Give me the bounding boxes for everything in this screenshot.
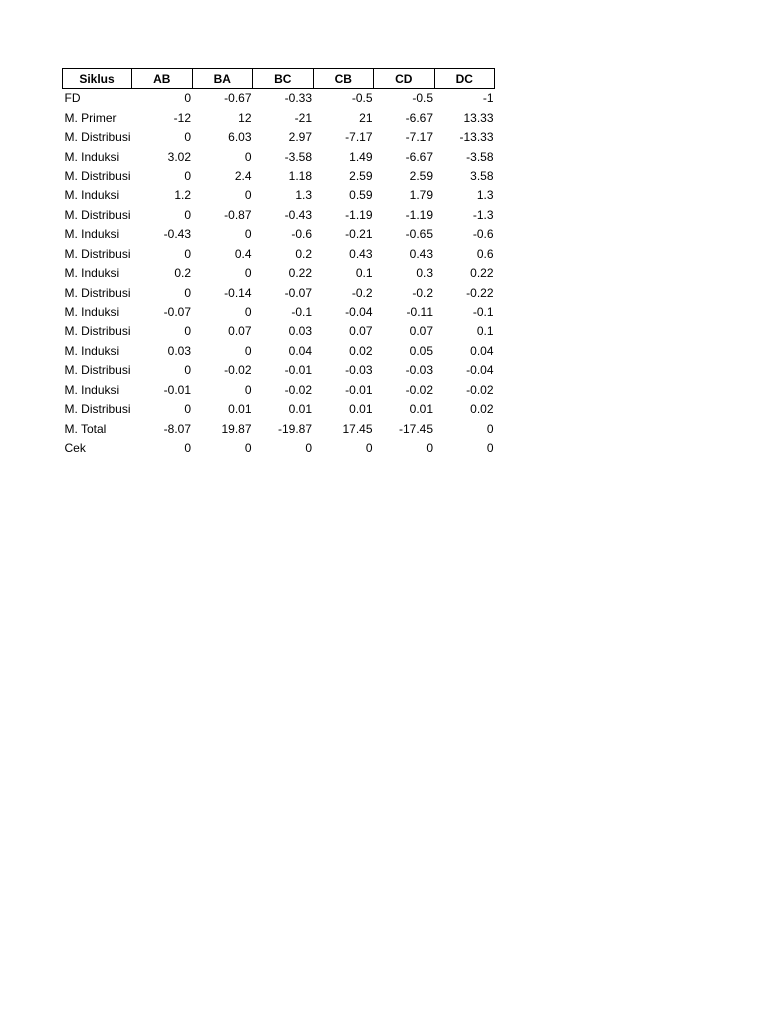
value-cell[interactable]: -0.43 [284, 207, 313, 222]
value-cell[interactable]: -0.22 [466, 285, 494, 300]
table-row [63, 225, 495, 244]
value-cell[interactable]: -0.5 [412, 91, 434, 106]
value-cell[interactable]: 3.58 [470, 168, 494, 183]
value-cell[interactable]: 2.59 [349, 168, 373, 183]
row-label-cell[interactable]: M. Distribusi [64, 324, 131, 339]
value-cell[interactable]: -0.87 [224, 207, 252, 222]
value-cell[interactable]: 0.3 [416, 266, 434, 281]
value-cell[interactable]: -0.03 [345, 363, 373, 378]
value-cell[interactable]: 0 [184, 324, 192, 339]
row-label-cell[interactable]: M. Induksi [64, 305, 120, 320]
row-label-cell[interactable]: M. Total [64, 421, 107, 436]
value-cell[interactable]: 0 [184, 207, 192, 222]
value-cell[interactable]: 0.04 [470, 343, 494, 358]
value-cell[interactable]: 0 [244, 188, 252, 203]
value-cell[interactable]: -0.07 [163, 305, 192, 320]
value-cell[interactable]: 0 [365, 441, 373, 456]
value-cell[interactable]: 17.45 [342, 421, 373, 436]
value-cell[interactable]: -7.17 [405, 130, 434, 145]
value-cell[interactable]: 3.02 [167, 149, 192, 164]
value-cell[interactable]: 0.6 [476, 246, 494, 261]
value-cell[interactable]: 0 [184, 285, 192, 300]
value-cell[interactable]: -0.2 [412, 285, 434, 300]
value-cell[interactable]: 0.22 [470, 266, 494, 281]
header-cb[interactable]: CB [313, 69, 374, 89]
value-cell[interactable]: 1.3 [295, 188, 313, 203]
value-cell[interactable]: 0.43 [349, 246, 373, 261]
value-cell[interactable]: -6.67 [405, 149, 434, 164]
table-row [63, 322, 495, 341]
value-cell[interactable]: 0 [305, 441, 313, 456]
value-cell[interactable]: 0 [486, 421, 494, 436]
value-cell[interactable]: -0.1 [472, 305, 494, 320]
value-cell[interactable]: 0.4 [234, 246, 252, 261]
value-cell[interactable]: -6.67 [405, 110, 434, 125]
value-cell[interactable]: -0.1 [291, 305, 313, 320]
value-cell[interactable]: 0.01 [349, 402, 373, 417]
value-cell[interactable]: -1 [482, 91, 494, 106]
row-label-cell[interactable]: M. Distribusi [64, 246, 131, 261]
value-cell[interactable]: 0 [244, 149, 252, 164]
value-cell[interactable]: 0.2 [295, 246, 313, 261]
row-label-cell[interactable]: M. Distribusi [64, 402, 131, 417]
value-cell[interactable]: -0.03 [405, 363, 434, 378]
value-cell[interactable]: -0.43 [163, 227, 192, 242]
value-cell[interactable]: -1.3 [472, 207, 494, 222]
value-cell[interactable]: 0.1 [476, 324, 494, 339]
table-row [63, 147, 495, 166]
value-cell[interactable]: 2.97 [288, 130, 313, 145]
value-cell[interactable]: -0.02 [224, 363, 252, 378]
table-row [63, 361, 495, 380]
value-cell[interactable]: 1.3 [476, 188, 494, 203]
value-cell[interactable]: 0 [184, 246, 192, 261]
moment-distribution-table [62, 68, 495, 458]
table-row [63, 108, 495, 127]
value-cell[interactable]: 0 [184, 402, 192, 417]
value-cell[interactable]: 19.87 [221, 421, 252, 436]
value-cell[interactable]: 0.59 [349, 188, 373, 203]
value-cell[interactable]: 0 [244, 305, 252, 320]
value-cell[interactable]: -0.07 [284, 285, 313, 300]
value-cell[interactable]: -0.6 [291, 227, 313, 242]
row-label-cell[interactable]: M. Induksi [64, 382, 120, 397]
value-cell[interactable]: -0.14 [224, 285, 252, 300]
value-cell[interactable]: 0.05 [409, 343, 434, 358]
value-cell[interactable]: 6.03 [228, 130, 252, 145]
row-label-cell[interactable]: M. Distribusi [64, 285, 131, 300]
value-cell[interactable]: 0.2 [174, 266, 192, 281]
value-cell[interactable]: 0 [184, 363, 192, 378]
table-row [63, 245, 495, 264]
value-cell[interactable]: 0 [184, 441, 192, 456]
value-cell[interactable]: -19.87 [277, 421, 313, 436]
value-cell[interactable]: -0.02 [405, 382, 434, 397]
value-cell[interactable]: 12 [238, 110, 252, 125]
value-cell[interactable]: -8.07 [163, 421, 192, 436]
value-cell[interactable]: -0.11 [406, 305, 434, 320]
value-cell[interactable]: 0.03 [167, 343, 192, 358]
header-cd[interactable]: CD [374, 69, 435, 89]
value-cell[interactable]: 0.01 [288, 402, 313, 417]
table-row [63, 283, 495, 302]
value-cell[interactable]: 0 [244, 343, 252, 358]
header-dc[interactable]: DC [434, 69, 495, 89]
row-label-cell[interactable]: Cek [64, 441, 86, 456]
value-cell[interactable]: -21 [294, 110, 313, 125]
table-row [63, 89, 495, 109]
value-cell[interactable]: 0 [244, 382, 252, 397]
value-cell[interactable]: -7.17 [345, 130, 373, 145]
value-cell[interactable]: -0.01 [345, 382, 373, 397]
value-cell[interactable]: 0 [244, 227, 252, 242]
value-cell[interactable]: -0.02 [284, 382, 313, 397]
header-row [63, 69, 495, 89]
value-cell[interactable]: 0.07 [228, 324, 252, 339]
value-cell[interactable]: 0 [184, 130, 192, 145]
row-label-cell[interactable]: M. Induksi [64, 343, 120, 358]
value-cell[interactable]: -3.58 [284, 149, 313, 164]
value-cell[interactable]: 1.79 [409, 188, 434, 203]
table-row [63, 186, 495, 205]
row-label-cell[interactable]: M. Induksi [64, 149, 120, 164]
table-row [63, 400, 495, 419]
value-cell[interactable]: -13.33 [459, 130, 494, 145]
row-label-cell[interactable]: FD [64, 91, 81, 106]
value-cell[interactable]: 0.02 [349, 343, 373, 358]
header-bc[interactable]: BC [253, 69, 314, 89]
table-row [63, 264, 495, 283]
row-label-cell[interactable]: M. Induksi [64, 266, 120, 281]
row-label-cell[interactable]: M. Distribusi [64, 130, 131, 145]
header-ab[interactable]: AB [132, 69, 193, 89]
table-row [63, 206, 495, 225]
row-label-cell[interactable]: M. Induksi [64, 188, 120, 203]
value-cell[interactable]: 0.1 [355, 266, 373, 281]
row-label-cell[interactable]: M. Distribusi [64, 168, 131, 183]
value-cell[interactable]: -0.33 [284, 91, 313, 106]
value-cell[interactable]: 1.49 [349, 149, 373, 164]
value-cell[interactable]: -0.04 [345, 305, 373, 320]
table-row [63, 167, 495, 186]
value-cell[interactable]: 21 [359, 110, 373, 125]
value-cell[interactable]: -0.04 [466, 363, 494, 378]
value-cell[interactable]: 0.22 [288, 266, 313, 281]
table-row [63, 419, 495, 438]
value-cell[interactable]: 0.43 [409, 246, 434, 261]
value-cell[interactable]: -17.45 [398, 421, 434, 436]
value-cell[interactable]: 0 [426, 441, 434, 456]
value-cell[interactable]: -0.67 [224, 91, 252, 106]
value-cell[interactable]: -0.02 [466, 382, 494, 397]
value-cell[interactable]: 0.03 [288, 324, 313, 339]
row-label-cell[interactable]: M. Primer [64, 110, 117, 125]
value-cell[interactable]: 0.01 [409, 402, 434, 417]
value-cell[interactable]: 0.07 [349, 324, 373, 339]
value-cell[interactable]: -0.5 [351, 91, 373, 106]
value-cell[interactable]: 2.59 [409, 168, 434, 183]
row-label-cell[interactable]: M. Distribusi [64, 207, 131, 222]
table-row [63, 303, 495, 322]
row-label-cell[interactable]: M. Distribusi [64, 363, 131, 378]
value-cell[interactable]: 0 [244, 441, 252, 456]
row-label-cell[interactable]: M. Induksi [64, 227, 120, 242]
header-siklus[interactable]: Siklus [63, 69, 132, 89]
value-cell[interactable]: -0.21 [345, 227, 373, 242]
value-cell[interactable]: 0 [486, 441, 494, 456]
value-cell[interactable]: -1.19 [345, 207, 373, 222]
value-cell[interactable]: 0.02 [470, 402, 494, 417]
value-cell[interactable]: 2.4 [234, 168, 252, 183]
header-ba[interactable]: BA [192, 69, 253, 89]
value-cell[interactable]: 0 [184, 168, 192, 183]
value-cell[interactable]: -0.6 [472, 227, 494, 242]
value-cell[interactable]: -3.58 [466, 149, 494, 164]
table-row [63, 439, 495, 458]
value-cell[interactable]: 1.2 [174, 188, 192, 203]
table-row [63, 342, 495, 361]
spreadsheet [62, 68, 495, 458]
value-cell[interactable]: 1.18 [288, 168, 313, 183]
value-cell[interactable]: 0 [244, 266, 252, 281]
value-cell[interactable]: -0.65 [405, 227, 434, 242]
value-cell[interactable]: -0.01 [163, 382, 192, 397]
value-cell[interactable]: -12 [173, 110, 192, 125]
value-cell[interactable]: 13.33 [463, 110, 494, 125]
value-cell[interactable]: -1.19 [405, 207, 434, 222]
value-cell[interactable]: 0.01 [228, 402, 252, 417]
table-row [63, 381, 495, 400]
value-cell[interactable]: 0.07 [409, 324, 434, 339]
table-row [63, 128, 495, 147]
value-cell[interactable]: -0.2 [351, 285, 373, 300]
value-cell[interactable]: 0 [184, 91, 192, 106]
value-cell[interactable]: -0.01 [284, 363, 313, 378]
value-cell[interactable]: 0.04 [288, 343, 313, 358]
